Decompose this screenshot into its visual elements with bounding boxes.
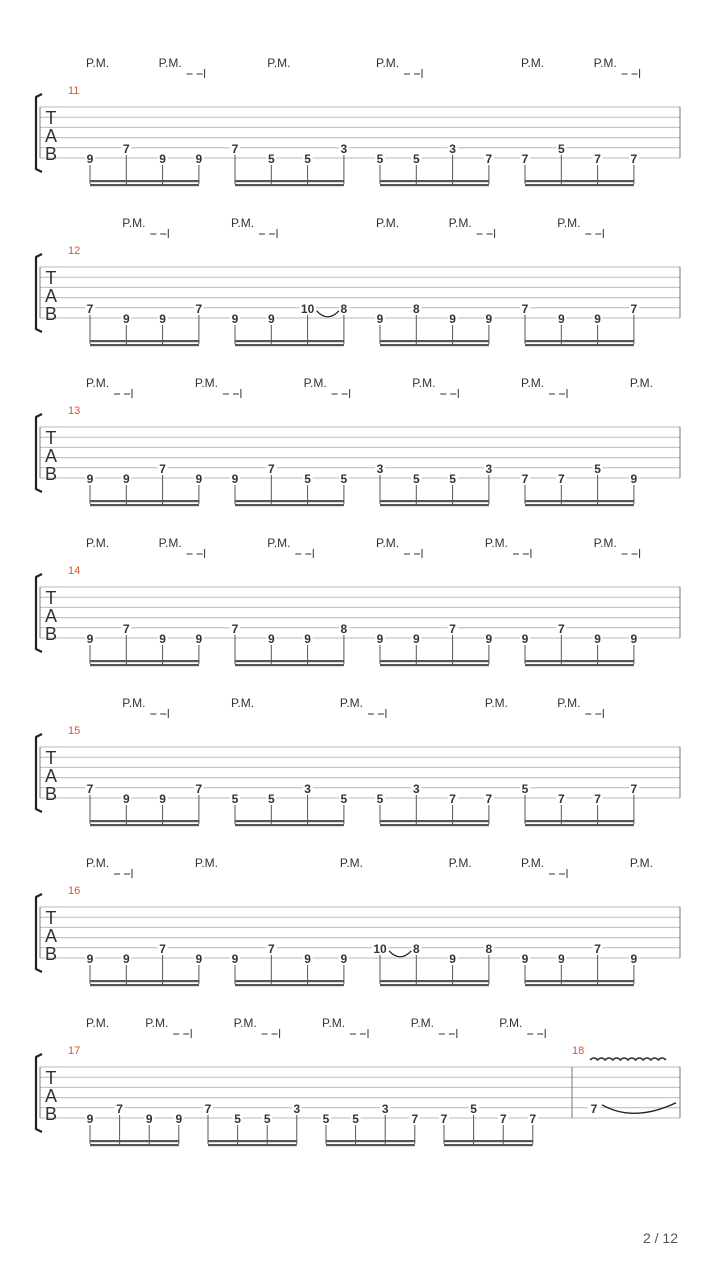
note-beam	[90, 184, 199, 186]
palm-mute-label: P.M.	[86, 536, 110, 550]
measure-number: 18	[572, 1045, 585, 1057]
note-beam	[90, 820, 199, 822]
palm-mute-label: P.M.	[376, 216, 400, 230]
fret-number: 9	[304, 952, 311, 966]
fret-number: 10	[300, 301, 315, 316]
fret-number: 9	[267, 632, 275, 646]
note-beam	[444, 1144, 533, 1146]
note-beam	[525, 500, 634, 502]
fret-number: 7	[594, 941, 601, 956]
palm-mute-label: P.M.	[521, 56, 545, 70]
tab-clef-letter: T	[45, 428, 57, 448]
tab-clef-letter: A	[44, 126, 58, 146]
fret-number: 7	[521, 301, 529, 316]
palm-mute-label: P.M.	[231, 696, 255, 710]
fret-number: 5	[304, 472, 311, 486]
fret-number: 7	[557, 472, 565, 486]
fret-number: 9	[630, 952, 638, 966]
fret-number: 7	[231, 141, 239, 156]
fret-number: 8	[412, 301, 420, 316]
tab-clef-letter: A	[44, 286, 58, 306]
note-beam	[380, 340, 489, 342]
tab-clef-letter: B	[44, 144, 58, 164]
fret-number: 9	[231, 952, 239, 966]
tab-clef-letter: B	[44, 944, 58, 964]
fret-number: 3	[412, 781, 420, 796]
tab-clef-letter: A	[44, 606, 58, 626]
note-beam	[525, 664, 634, 666]
fret-number: 9	[449, 952, 456, 966]
note-beam	[380, 344, 489, 346]
fret-number: 5	[470, 1101, 477, 1116]
fret-number: 7	[557, 792, 565, 806]
fret-number: 9	[145, 1112, 153, 1126]
fret-number: 7	[485, 152, 493, 166]
tab-clef-letter: T	[45, 1068, 57, 1088]
note-beam	[380, 504, 489, 506]
fret-number: 3	[304, 781, 311, 796]
measure-number: 16	[68, 885, 81, 897]
palm-mute-label: P.M.	[194, 856, 219, 870]
fret-number: 8	[485, 941, 493, 956]
fret-number: 3	[449, 141, 456, 156]
note-beam	[380, 660, 489, 662]
fret-number: 9	[122, 312, 130, 326]
fret-number: 3	[340, 141, 348, 156]
note-beam	[525, 820, 634, 822]
note-beam	[525, 980, 634, 982]
note-beam	[235, 824, 344, 826]
fret-number: 3	[293, 1101, 301, 1116]
fret-number: 9	[376, 312, 384, 326]
page-number: 2 / 12	[642, 1230, 678, 1246]
fret-number: 9	[195, 472, 203, 486]
measure-number: 11	[68, 85, 80, 97]
palm-mute-label: P.M.	[629, 856, 654, 870]
fret-number: 9	[86, 632, 94, 646]
note-beam	[380, 180, 489, 182]
tab-clef-letter: B	[44, 784, 58, 804]
fret-number: 9	[557, 312, 565, 326]
note-beam	[380, 980, 489, 982]
note-beam	[90, 664, 199, 666]
tab-clef-letter: T	[45, 588, 57, 608]
fret-number: 9	[630, 472, 638, 486]
note-beam	[326, 1144, 415, 1146]
note-beam	[208, 1144, 297, 1146]
palm-mute-label: P.M.	[521, 856, 545, 870]
fret-number: 7	[116, 1101, 123, 1116]
note-beam	[90, 180, 199, 182]
vibrato-mark	[590, 1058, 666, 1060]
fret-number: 7	[499, 1112, 507, 1126]
fret-number: 7	[521, 472, 529, 486]
fret-number: 5	[557, 141, 565, 156]
note-beam	[525, 660, 634, 662]
palm-mute-label: P.M.	[412, 376, 436, 390]
fret-number: 3	[376, 461, 384, 476]
note-beam	[90, 660, 199, 662]
palm-mute-label: P.M.	[267, 56, 291, 70]
fret-number: 9	[231, 472, 239, 486]
note-beam	[90, 500, 199, 502]
palm-mute-label: P.M.	[593, 56, 617, 70]
note-beam	[235, 500, 344, 502]
fret-number: 7	[449, 792, 456, 806]
fret-number: 5	[340, 472, 348, 486]
fret-number: 5	[376, 792, 384, 806]
note-beam	[90, 504, 199, 506]
fret-number: 7	[529, 1112, 537, 1126]
fret-number: 10	[373, 941, 387, 956]
fret-number: 9	[86, 472, 94, 486]
fret-number: 9	[159, 152, 166, 166]
note-beam	[525, 180, 634, 182]
fret-number: 5	[594, 461, 601, 476]
fret-number: 7	[267, 461, 275, 476]
note-beam	[380, 184, 489, 186]
fret-number: 5	[340, 792, 348, 806]
fret-number: 5	[449, 472, 456, 486]
fret-number: 9	[195, 632, 203, 646]
fret-number: 9	[159, 792, 166, 806]
fret-number: 9	[449, 312, 456, 326]
fret-number: 5	[263, 1112, 271, 1126]
slur-tie	[389, 951, 411, 957]
fret-number: 9	[594, 312, 601, 326]
palm-mute-label: P.M.	[629, 376, 654, 390]
fret-number: 5	[231, 792, 239, 806]
fret-number: 5	[412, 152, 420, 166]
measure-number: 17	[68, 1045, 81, 1057]
note-beam	[90, 340, 199, 342]
palm-mute-label: P.M.	[593, 536, 617, 550]
note-beam	[90, 984, 199, 986]
fret-number: 7	[630, 301, 638, 316]
measure-number: 15	[68, 725, 81, 737]
fret-number: 9	[630, 632, 638, 646]
note-beam	[208, 1140, 297, 1142]
fret-number: 9	[485, 632, 493, 646]
palm-mute-label: P.M.	[448, 856, 472, 870]
fret-number: 7	[630, 152, 638, 166]
fret-number: 7	[594, 152, 601, 166]
fret-number: 9	[594, 632, 601, 646]
fret-number: 7	[521, 152, 529, 166]
fret-number: 9	[122, 952, 130, 966]
palm-mute-label: P.M.	[557, 696, 581, 710]
fret-number: 7	[195, 301, 203, 316]
fret-number: 7	[122, 141, 130, 156]
fret-number: 7	[267, 941, 275, 956]
system-bracket	[36, 1054, 42, 1132]
palm-mute-label: P.M.	[376, 536, 400, 550]
system-bracket	[36, 94, 42, 172]
fret-number: 8	[412, 941, 420, 956]
fret-number: 7	[195, 781, 203, 796]
measure-number: 12	[68, 245, 81, 257]
note-beam	[525, 340, 634, 342]
fret-number: 7	[231, 621, 239, 636]
fret-number: 5	[521, 781, 529, 796]
note-beam	[326, 1140, 415, 1142]
note-beam	[380, 820, 489, 822]
system-bracket	[36, 414, 42, 492]
fret-number: 7	[485, 792, 493, 806]
note-beam	[380, 500, 489, 502]
fret-number: 9	[231, 312, 239, 326]
note-beam	[525, 184, 634, 186]
note-beam	[90, 1140, 179, 1142]
palm-mute-label: P.M.	[484, 696, 509, 710]
tab-clef-letter: B	[44, 464, 58, 484]
fret-number: 7	[440, 1112, 448, 1126]
palm-mute-label: P.M.	[231, 216, 255, 230]
fret-number: 9	[521, 952, 529, 966]
palm-mute-label: P.M.	[86, 856, 110, 870]
palm-mute-label: P.M.	[339, 856, 364, 870]
tab-clef-letter: B	[44, 1104, 58, 1124]
tab-clef-letter: A	[44, 1086, 58, 1106]
palm-mute-label: P.M.	[499, 1016, 523, 1030]
system-bracket	[36, 734, 42, 812]
fret-number: 9	[195, 152, 203, 166]
palm-mute-label: P.M.	[521, 376, 545, 390]
note-beam	[380, 984, 489, 986]
fret-number: 5	[376, 152, 384, 166]
fret-number: 9	[340, 952, 348, 966]
measure-number: 13	[68, 405, 81, 417]
note-beam	[525, 824, 634, 826]
fret-number: 7	[204, 1101, 212, 1116]
note-beam	[235, 344, 344, 346]
slur-tie	[317, 311, 339, 317]
palm-mute-label: P.M.	[484, 536, 509, 550]
fret-number: 9	[195, 952, 203, 966]
system-bracket	[36, 574, 42, 652]
system-bracket	[36, 254, 42, 332]
fret-number: 5	[234, 1112, 241, 1126]
fret-number: 7	[411, 1112, 419, 1126]
fret-number: 9	[304, 632, 311, 646]
fret-number: 7	[557, 621, 565, 636]
tab-clef-letter: T	[45, 108, 57, 128]
fret-number: 8	[340, 621, 348, 636]
note-beam	[90, 344, 199, 346]
fret-number: 3	[381, 1101, 389, 1116]
note-beam	[235, 180, 344, 182]
palm-mute-label: P.M.	[410, 1016, 434, 1030]
fret-number: 7	[590, 1101, 598, 1116]
palm-mute-label: P.M.	[322, 1016, 346, 1030]
palm-mute-label: P.M.	[376, 56, 400, 70]
note-beam	[235, 340, 344, 342]
note-beam	[235, 980, 344, 982]
note-beam	[235, 660, 344, 662]
fret-number: 7	[630, 781, 638, 796]
tab-clef-letter: T	[45, 748, 57, 768]
fret-number: 5	[352, 1112, 359, 1126]
tab-clef-letter: B	[44, 304, 58, 324]
palm-mute-label: P.M.	[303, 376, 327, 390]
system-bracket	[36, 894, 42, 972]
fret-number: 9	[485, 312, 493, 326]
fret-number: 9	[412, 632, 420, 646]
palm-mute-label: P.M.	[194, 376, 219, 390]
note-beam	[525, 504, 634, 506]
tab-clef-letter: A	[44, 766, 58, 786]
fret-number: 7	[122, 621, 130, 636]
palm-mute-label: P.M.	[233, 1016, 257, 1030]
fret-number: 7	[159, 461, 166, 476]
note-beam	[444, 1140, 533, 1142]
tab-clef-letter: T	[45, 908, 57, 928]
fret-number: 9	[86, 1112, 94, 1126]
note-beam	[90, 1144, 179, 1146]
note-beam	[525, 984, 634, 986]
tab-clef-letter: A	[44, 926, 58, 946]
note-beam	[90, 980, 199, 982]
palm-mute-label: P.M.	[339, 696, 364, 710]
note-beam	[235, 664, 344, 666]
tab-clef-letter: A	[44, 446, 58, 466]
tab-clef-letter: B	[44, 624, 58, 644]
fret-number: 9	[122, 472, 130, 486]
fret-number: 5	[322, 1112, 330, 1126]
note-beam	[235, 504, 344, 506]
fret-number: 9	[267, 312, 275, 326]
fret-number: 9	[175, 1112, 183, 1126]
fret-number: 8	[340, 301, 348, 316]
fret-number: 7	[594, 792, 601, 806]
palm-mute-label: P.M.	[158, 536, 182, 550]
palm-mute-label: P.M.	[122, 696, 146, 710]
palm-mute-label: P.M.	[86, 56, 110, 70]
note-beam	[235, 184, 344, 186]
tab-clef-letter: T	[45, 268, 57, 288]
palm-mute-label: P.M.	[557, 216, 581, 230]
fret-number: 5	[267, 152, 275, 166]
measure-number: 14	[68, 565, 81, 577]
palm-mute-label: P.M.	[122, 216, 146, 230]
palm-mute-label: P.M.	[267, 536, 291, 550]
fret-number: 9	[557, 952, 565, 966]
note-beam	[380, 664, 489, 666]
fret-number: 9	[122, 792, 130, 806]
palm-mute-label: P.M.	[448, 216, 472, 230]
fret-number: 9	[159, 312, 166, 326]
fret-number: 9	[521, 632, 529, 646]
fret-number: 7	[86, 781, 94, 796]
fret-number: 9	[86, 152, 94, 166]
note-beam	[235, 984, 344, 986]
note-beam	[525, 344, 634, 346]
fret-number: 7	[159, 941, 166, 956]
fret-number: 5	[412, 472, 420, 486]
note-beam	[90, 824, 199, 826]
palm-mute-label: P.M.	[158, 56, 182, 70]
note-beam	[380, 824, 489, 826]
fret-number: 7	[449, 621, 456, 636]
fret-number: 3	[485, 461, 493, 476]
fret-number: 9	[86, 952, 94, 966]
palm-mute-label: P.M.	[86, 1016, 110, 1030]
fret-number: 5	[304, 152, 311, 166]
fret-number: 9	[159, 632, 166, 646]
note-beam	[235, 820, 344, 822]
palm-mute-label: P.M.	[145, 1016, 169, 1030]
palm-mute-label: P.M.	[86, 376, 110, 390]
fret-number: 5	[267, 792, 275, 806]
fret-number: 9	[376, 632, 384, 646]
fret-number: 7	[86, 301, 94, 316]
